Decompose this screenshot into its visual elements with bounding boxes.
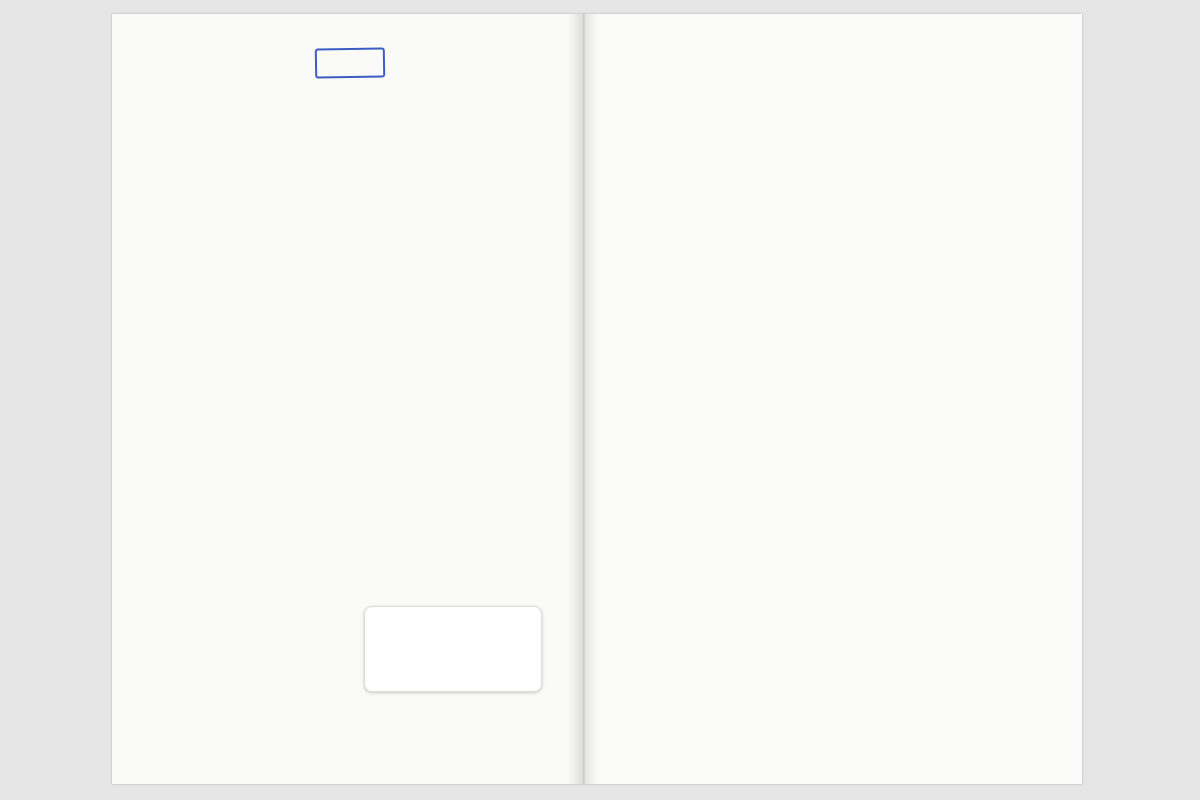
library-sticker [364, 606, 542, 692]
book-spread [112, 14, 1082, 784]
running-head [584, 20, 1082, 46]
cpf-stamp [315, 47, 386, 78]
bibliographic-record [142, 319, 542, 338]
contents-page [584, 14, 1082, 784]
isbn-barcode [156, 646, 306, 720]
sticker-barcode [377, 615, 529, 665]
imprint-page [112, 14, 582, 784]
